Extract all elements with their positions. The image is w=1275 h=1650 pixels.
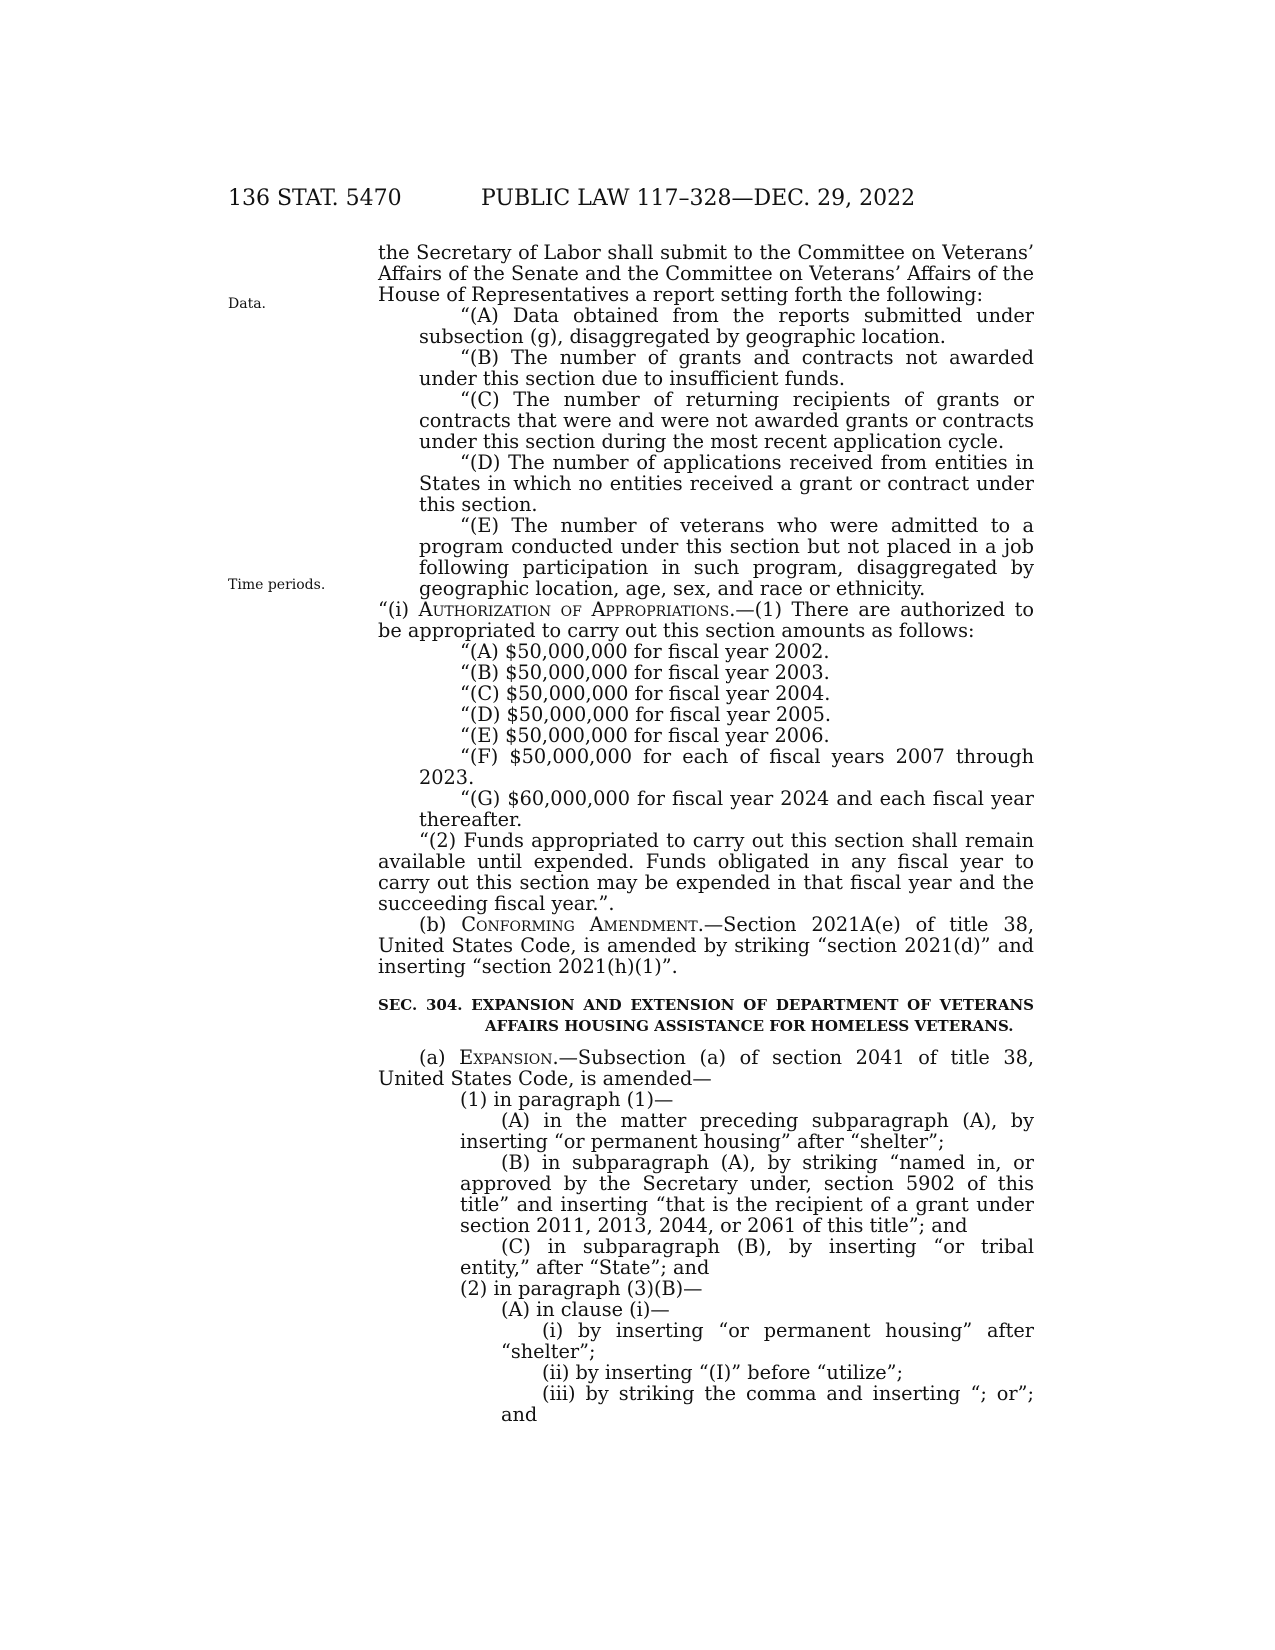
authorization-lead: “(i) (378, 598, 419, 621)
fiscal-year-item-g: “(G) $60,000,000 for fiscal year 2024 and each fiscal year thereafter. (419, 787, 1034, 831)
paragraph-1-a: (A) in the matter preceding subparagraph (A), by inserting “or permanent housing” after “shelter”; (460, 1109, 1034, 1153)
paragraph-2-a-i: (i) by inserting “or permanent housing” after “shelter”; (501, 1319, 1034, 1363)
paragraph-1-b: (B) in subparagraph (A), by striking “named in, or approved by the Secretary under, section 5902 of this title” and inserting “that is the recipient of a grant under section 2011, 2013, 2044, or 2061 of this title”; and (460, 1151, 1034, 1237)
paragraph-1: (1) in paragraph (1)— (460, 1088, 674, 1111)
public-law-heading: PUBLIC LAW 117–328—DEC. 29, 2022 (481, 186, 916, 211)
document-body (378, 242, 1034, 1425)
funds-paragraph: “(2) Funds appropriated to carry out this section shall remain available until expended. Funds obligated in any fiscal year to carry out this section may be expended in that fiscal year and the succeeding fiscal year.”. (378, 829, 1034, 915)
margin-note-data: Data. (228, 296, 266, 312)
authorization-heading: Authorization of Appropriations (418, 598, 730, 621)
margin-note-time-periods: Time periods. (228, 577, 326, 593)
report-intro-paragraph: the Secretary of Labor shall submit to the Committee on Veterans’ Affairs of the Senate and the Committee on Veterans’ Affairs of the House of Representatives a report setting forth the following: (378, 241, 1034, 306)
conforming-heading: Conforming Amendment (461, 913, 698, 936)
fiscal-year-item-c: “(C) $50,000,000 for fiscal year 2004. (460, 682, 831, 705)
report-item-d: “(D) The number of applications received from entities in States in which no entities received a grant or contract under this section. (419, 451, 1034, 516)
conforming-amendment-paragraph (378, 914, 1034, 977)
statute-page-number: 136 STAT. 5470 (228, 186, 402, 211)
expansion-paragraph (378, 1047, 1034, 1089)
fiscal-year-item-f: “(F) $50,000,000 for each of fiscal years 2007 through 2023. (419, 745, 1034, 789)
page-header (228, 186, 1028, 216)
expansion-text: .—Subsection (a) of section 2041 of title 38, United States Code, is amended— (378, 1046, 1035, 1090)
paragraph-2-a-ii: (ii) by inserting “(I)” before “utilize”; (542, 1361, 903, 1384)
paragraph-1-c: (C) in subparagraph (B), by inserting “or tribal entity,” after “State”; and (460, 1235, 1034, 1279)
paragraph-2: (2) in paragraph (3)(B)— (460, 1277, 703, 1300)
section-304-heading: SEC. 304. EXPANSION AND EXTENSION OF DEPARTMENT OF VETERANS AFFAIRS HOUSING ASSISTANCE FOR HOMELESS VETERANS. (378, 996, 1034, 1035)
authorization-text: .—(1) There are authorized to be appropriated to carry out this section amounts as follows: (378, 598, 1034, 642)
authorization-paragraph (378, 599, 1034, 641)
conforming-lead: (b) (419, 913, 462, 936)
fiscal-year-item-e: “(E) $50,000,000 for fiscal year 2006. (460, 724, 830, 747)
report-item-e: “(E) The number of veterans who were admitted to a program conducted under this section but not placed in a job following participation in such program, disaggregated by geographic location, age, sex, and race or ethnicity. (419, 514, 1034, 600)
fiscal-year-item-b: “(B) $50,000,000 for fiscal year 2003. (460, 661, 830, 684)
expansion-lead: (a) (419, 1046, 460, 1069)
fiscal-year-item-a: “(A) $50,000,000 for fiscal year 2002. (460, 640, 830, 663)
fiscal-year-item-d: “(D) $50,000,000 for fiscal year 2005. (460, 703, 832, 726)
report-item-c: “(C) The number of returning recipients of grants or contracts that were and were not awarded grants or contracts under this section during the most recent application cycle. (419, 388, 1034, 453)
paragraph-2-a-iii: (iii) by striking the comma and inserting “; or”; and (501, 1382, 1034, 1426)
report-item-a: “(A) Data obtained from the reports submitted under subsection (g), disaggregated by geographic location. (419, 304, 1034, 348)
paragraph-2-a: (A) in clause (i)— (501, 1298, 670, 1321)
expansion-heading: Expansion (459, 1046, 553, 1069)
conforming-text: .—Section 2021A(e) of title 38, United States Code, is amended by striking “section 2021(d)” and inserting “section 2021(h)(1)”. (378, 913, 1034, 978)
report-item-b: “(B) The number of grants and contracts not awarded under this section due to insufficient funds. (419, 346, 1034, 390)
